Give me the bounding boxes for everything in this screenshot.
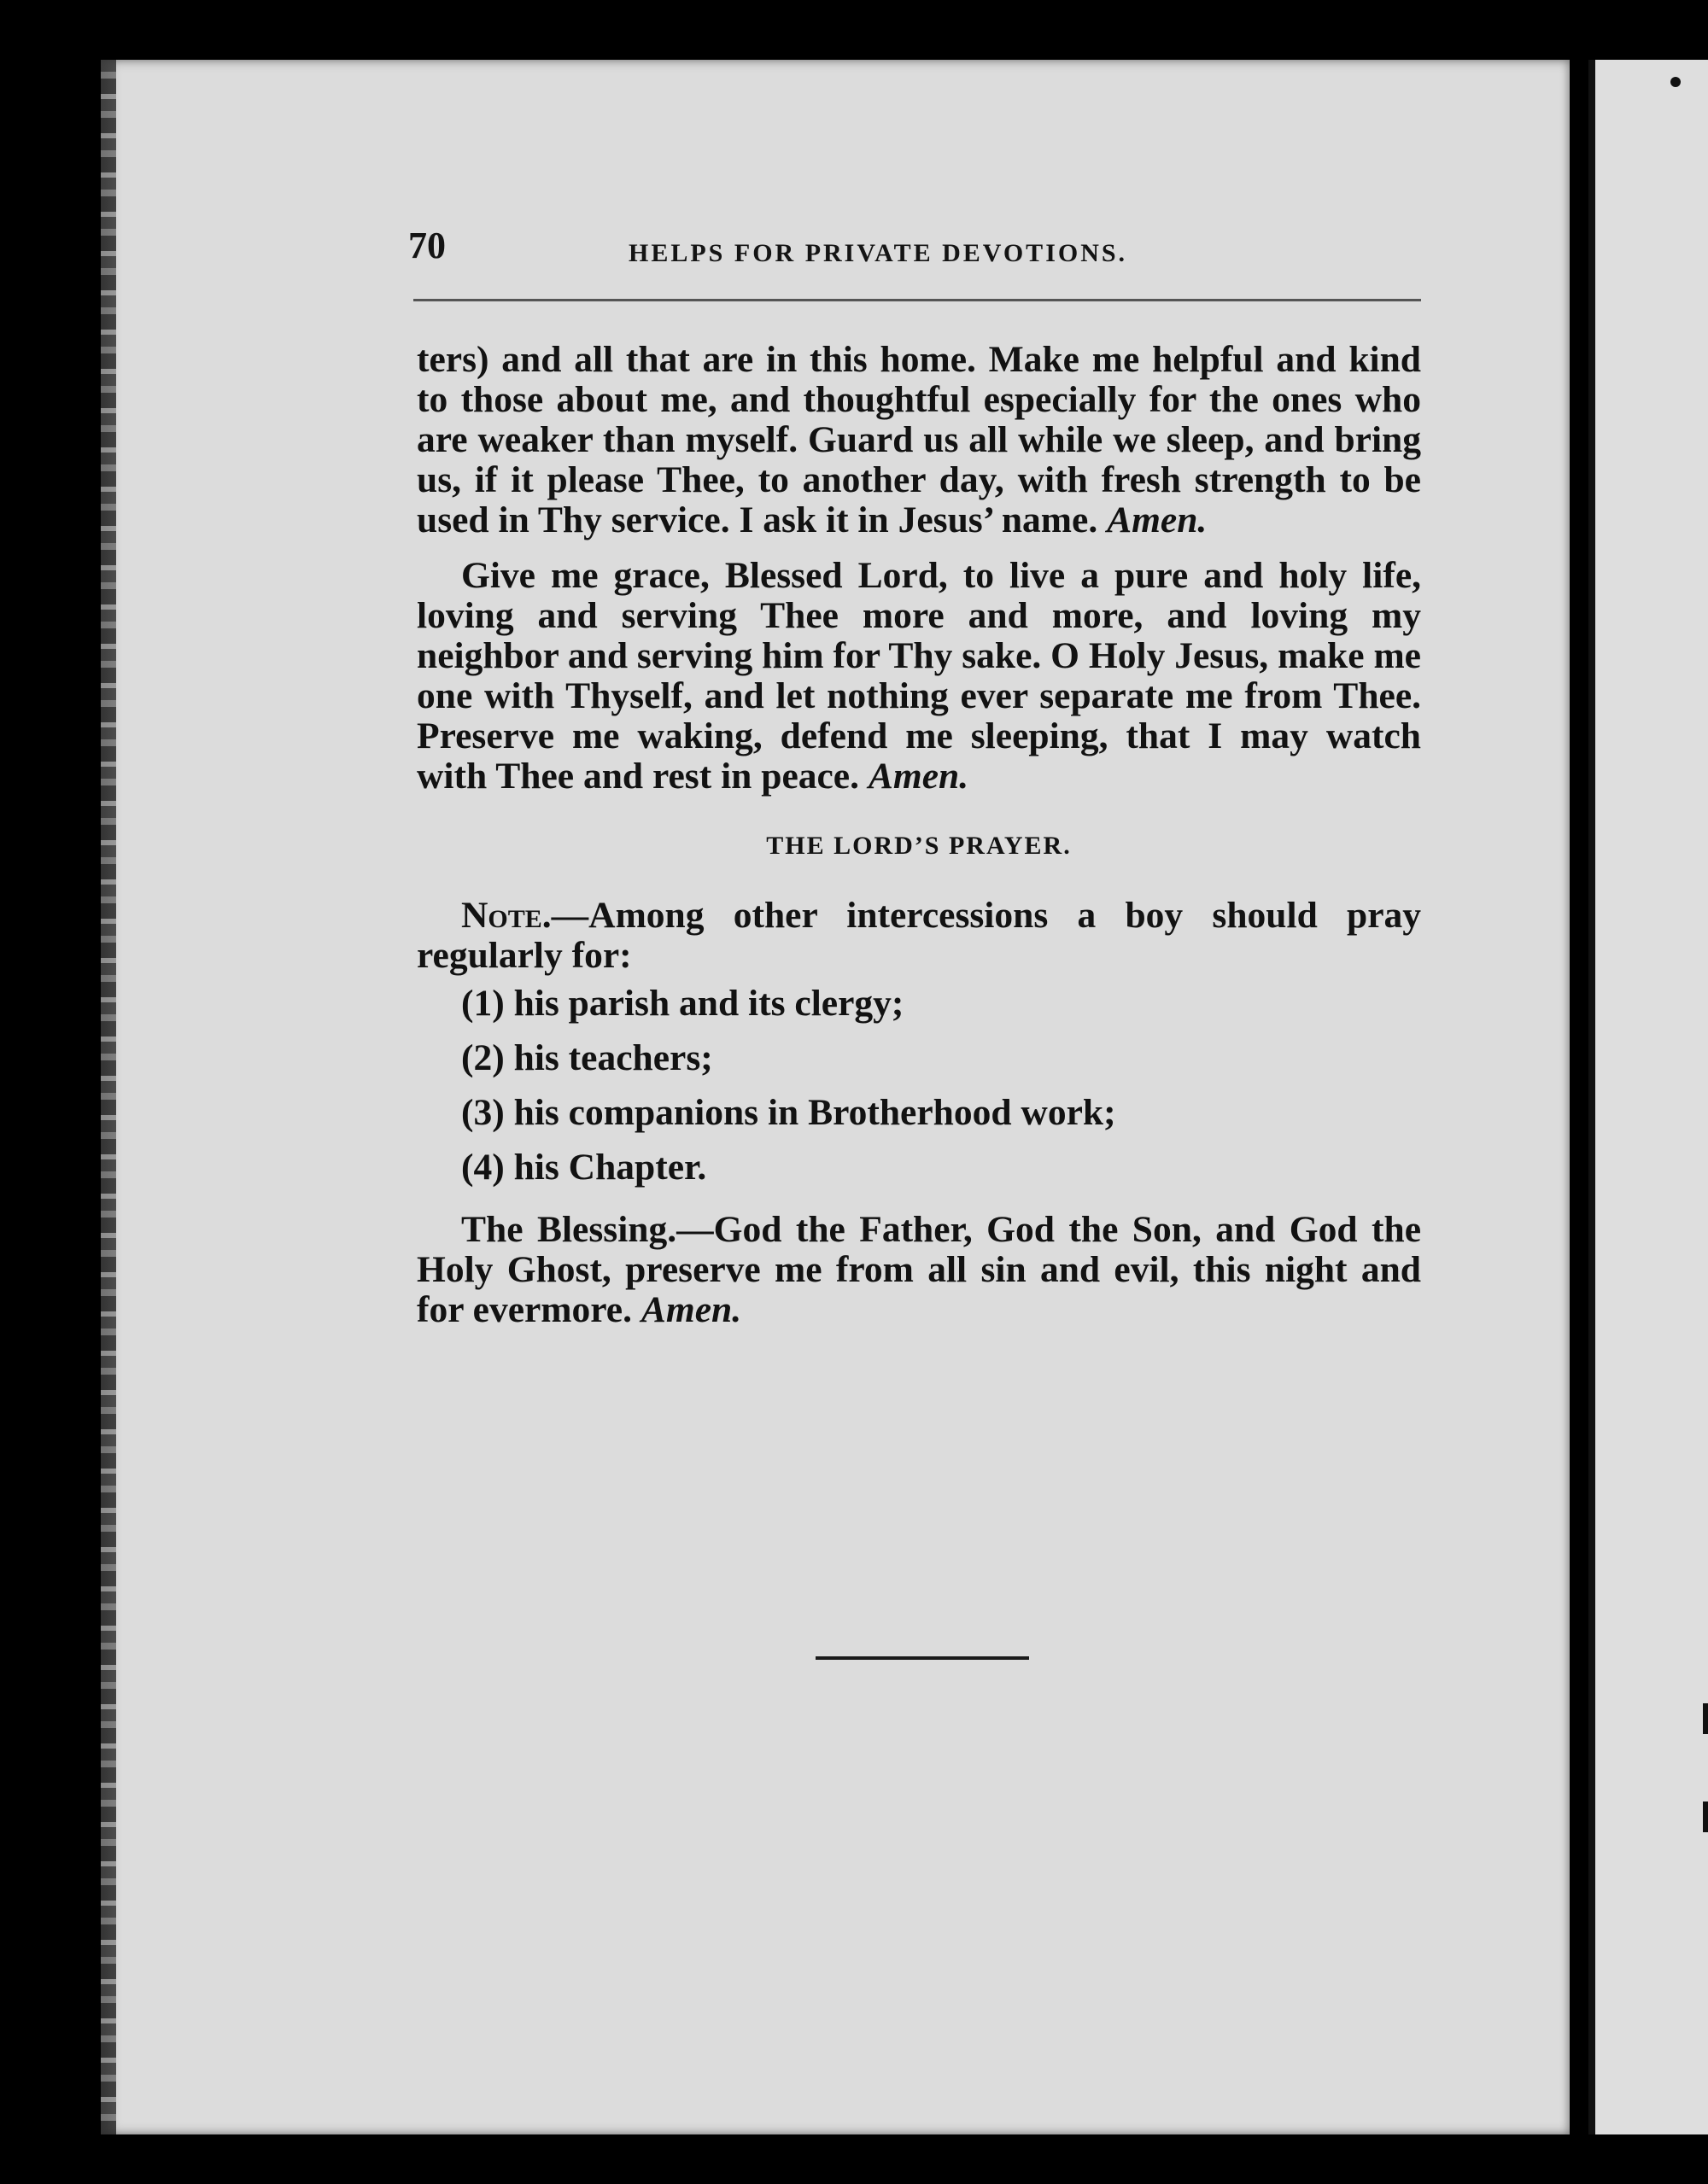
note-label: Note. xyxy=(461,895,552,936)
ink-mark xyxy=(1703,1703,1708,1734)
blessing-text: —God the Father, God the Son, and God the Holy Ghost, preserve me from all sin and evil, this night and for evermore. xyxy=(417,1209,1422,1330)
amen: Amen. xyxy=(1107,499,1208,540)
paragraph-prayer-1 xyxy=(417,340,1421,540)
paragraph-text: ters) and all that are in this home. Make me helpful and kind to those about me, and thoughtful especially for the ones who are weaker than myself. Guard us all while we sleep, and bring us, if it please Thee, to another day, with fresh strength to be used in Thy service. I ask it in Jesus’ name. xyxy=(417,339,1421,540)
ink-dot xyxy=(1670,77,1681,87)
binding-edge xyxy=(101,60,116,2134)
amen: Amen. xyxy=(868,756,969,797)
list-item: (1) his parish and its clergy; xyxy=(461,983,904,1024)
list-item: (4) his Chapter. xyxy=(461,1147,707,1188)
paragraph-prayer-2 xyxy=(417,556,1421,797)
note-text: —Among other intercessions a boy should pray regularly for: xyxy=(417,895,1421,976)
amen: Amen. xyxy=(640,1289,742,1330)
facing-page-edge xyxy=(1588,60,1708,2134)
paragraph-text: Give me grace, Blessed Lord, to live a pure and holy life, loving and serving Thee more and more, and loving my neighbor and serving him for Thy sake. O Holy Jesus, make me one with Thyself, and let nothing ever separate me from Thee. Preserve me waking, defend me sleeping, that I may watch with Thee and rest in peace. xyxy=(417,555,1421,797)
page-body xyxy=(417,340,1421,1330)
page-number: 70 xyxy=(408,225,446,266)
ink-mark xyxy=(1703,1802,1708,1832)
running-head: HELPS FOR PRIVATE DEVOTIONS. xyxy=(629,239,1128,267)
blessing-label: The Blessing. xyxy=(461,1209,677,1250)
page-header xyxy=(408,224,1421,273)
intercession-list xyxy=(417,976,1421,1194)
note-paragraph xyxy=(417,896,1421,976)
list-item: (3) his companions in Brotherhood work; xyxy=(461,1092,1116,1133)
section-heading: THE LORD’S PRAYER. xyxy=(766,832,1072,860)
list-item: (2) his teachers; xyxy=(461,1037,713,1078)
closing-rule xyxy=(816,1656,1029,1660)
blessing-paragraph xyxy=(417,1210,1421,1330)
header-rule xyxy=(413,299,1421,301)
